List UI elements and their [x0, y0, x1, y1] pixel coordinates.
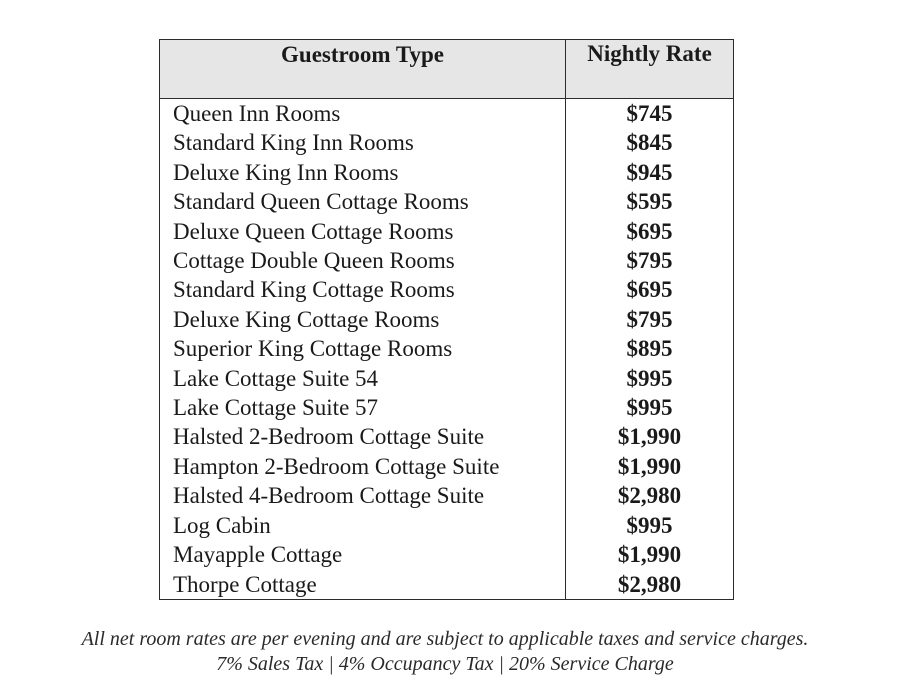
rate-cell: $1,990	[566, 452, 734, 481]
rate-cell: $695	[566, 217, 734, 246]
room-type-cell: Lake Cottage Suite 54	[160, 364, 566, 393]
room-type-cell: Standard Queen Cottage Rooms	[160, 187, 566, 216]
header-nightly-rate: Nightly Rate	[566, 40, 734, 99]
rate-cell: $995	[566, 511, 734, 540]
room-type-cell: Superior King Cottage Rooms	[160, 334, 566, 363]
tax-footnote: 7% Sales Tax | 4% Occupancy Tax | 20% Service Charge	[216, 653, 674, 675]
rates-table-header	[160, 40, 734, 99]
rate-cell: $2,980	[566, 570, 734, 600]
rate-cell: $945	[566, 158, 734, 187]
table-row	[160, 158, 734, 187]
room-type-cell: Mayapple Cottage	[160, 540, 566, 569]
rate-cell: $845	[566, 128, 734, 157]
rate-cell: $745	[566, 99, 734, 129]
rate-cell: $2,980	[566, 481, 734, 510]
table-row	[160, 275, 734, 304]
room-type-cell: Standard King Inn Rooms	[160, 128, 566, 157]
table-row	[160, 305, 734, 334]
rates-footnote: All net room rates are per evening and are subject to applicable taxes and service charges.	[81, 628, 809, 650]
table-row	[160, 99, 734, 129]
room-type-cell: Thorpe Cottage	[160, 570, 566, 600]
room-type-cell: Deluxe King Cottage Rooms	[160, 305, 566, 334]
room-type-cell: Deluxe Queen Cottage Rooms	[160, 217, 566, 246]
rates-table	[159, 39, 734, 600]
rate-cell: $795	[566, 305, 734, 334]
table-row	[160, 246, 734, 275]
table-row	[160, 187, 734, 216]
rate-cell: $895	[566, 334, 734, 363]
table-row	[160, 334, 734, 363]
table-row	[160, 540, 734, 569]
rate-cell: $695	[566, 275, 734, 304]
table-row	[160, 128, 734, 157]
table-row	[160, 422, 734, 451]
rate-cell: $795	[566, 246, 734, 275]
rates-table-body	[160, 99, 734, 600]
room-type-cell: Hampton 2-Bedroom Cottage Suite	[160, 452, 566, 481]
table-row	[160, 570, 734, 600]
table-row	[160, 393, 734, 422]
rate-cell: $1,990	[566, 540, 734, 569]
table-row	[160, 481, 734, 510]
table-row	[160, 217, 734, 246]
room-type-cell: Log Cabin	[160, 511, 566, 540]
table-row	[160, 364, 734, 393]
table-row	[160, 511, 734, 540]
rate-cell: $1,990	[566, 422, 734, 451]
room-type-cell: Queen Inn Rooms	[160, 99, 566, 129]
room-type-cell: Deluxe King Inn Rooms	[160, 158, 566, 187]
rate-cell: $995	[566, 364, 734, 393]
rate-cell: $595	[566, 187, 734, 216]
room-type-cell: Halsted 2-Bedroom Cottage Suite	[160, 422, 566, 451]
room-type-cell: Cottage Double Queen Rooms	[160, 246, 566, 275]
rate-cell: $995	[566, 393, 734, 422]
header-guestroom-type: Guestroom Type	[160, 40, 566, 99]
header-row	[160, 40, 734, 99]
room-type-cell: Standard King Cottage Rooms	[160, 275, 566, 304]
room-type-cell: Lake Cottage Suite 57	[160, 393, 566, 422]
table-row	[160, 452, 734, 481]
room-type-cell: Halsted 4-Bedroom Cottage Suite	[160, 481, 566, 510]
